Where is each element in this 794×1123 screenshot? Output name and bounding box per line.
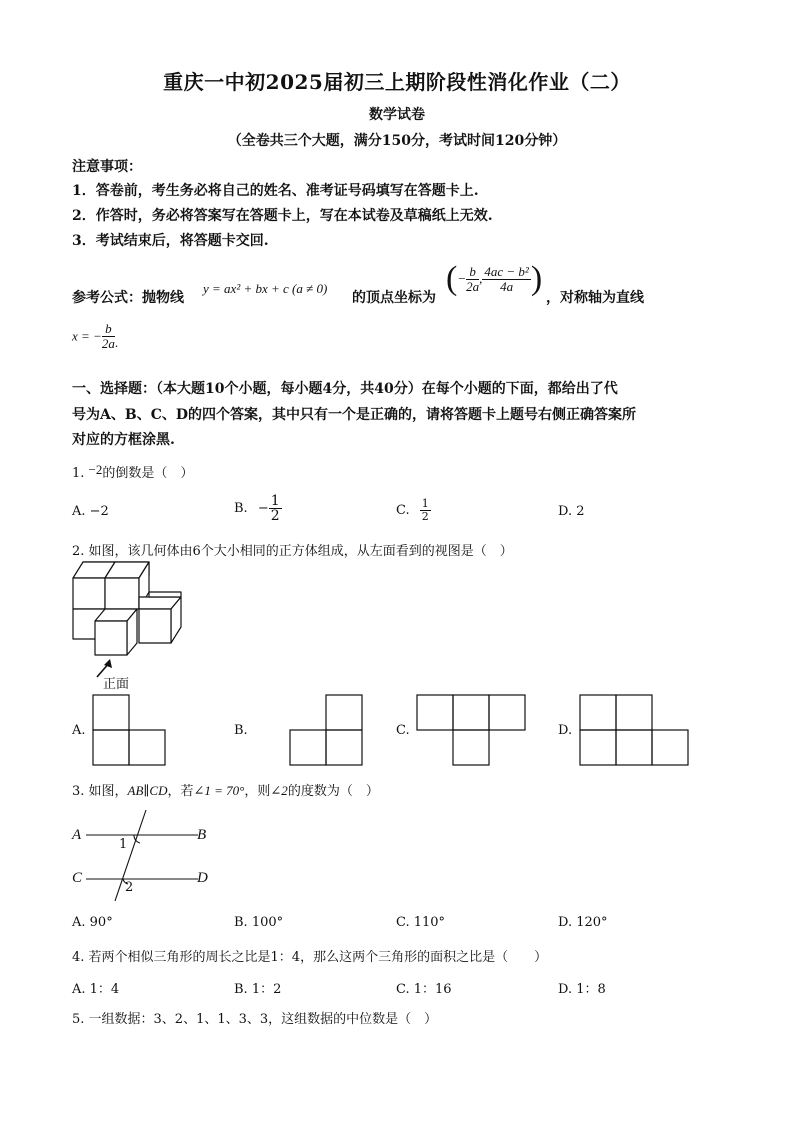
question-1: [72, 462, 193, 481]
q3-label-A: A: [72, 827, 82, 843]
q3-mid2: ，则: [244, 784, 271, 799]
q1-b-den: 2: [270, 508, 280, 524]
q2-front-label: 正面: [103, 677, 130, 692]
q2-option-c-label: C.: [396, 723, 410, 738]
formula-tail: ，对称轴为直线: [546, 290, 644, 306]
q3-angle-2-label: 2: [125, 880, 134, 895]
q2-option-b-label: B.: [234, 723, 248, 738]
q1-option-b: [234, 494, 282, 523]
q3-mid: ，若: [167, 784, 194, 799]
q1-option-d: D. 2: [558, 504, 585, 519]
axis-lhs: x = −: [72, 328, 102, 344]
vertex-coordinates: (− $\frac{b}{2a}$ , $\frac{\text{4ac − b²}}{4a}$ ): [446, 260, 543, 297]
q2-option-d-view: [579, 694, 689, 766]
q2-option-c-view: [416, 694, 526, 766]
q3-option-b: B. 100°: [234, 915, 284, 930]
q4-option-a: A. 1：4: [72, 982, 120, 997]
section1-line3: 对应的方框涂黑.: [72, 432, 175, 448]
q3-angle-1-label: 1: [119, 837, 128, 852]
q2-option-a-grid: [92, 694, 166, 766]
section1-line2: 号为A、B、C、D的四个答案，其中只有一个是正确的，请将答题卡上题号右侧正确答案所: [72, 407, 636, 423]
vertex-x-num: b: [466, 265, 479, 280]
vertex-x-den: 2a: [466, 278, 480, 294]
axis-formula: [72, 322, 118, 351]
question-5: 5. 一组数据：3、2、1、1、3、3，这组数据的中位数是（ ）: [72, 1012, 438, 1027]
question-4: 4. 若两个相似三角形的周长之比是1：4，那么这两个三角形的面积之比是（ ）: [72, 950, 548, 965]
q3-pre: 3. 如图，: [72, 784, 128, 799]
q3-label-D: D: [197, 870, 208, 886]
q1-number: 1.: [72, 466, 85, 481]
q1-b-num: 1: [270, 493, 280, 509]
formula-mid: 的顶点坐标为: [352, 290, 436, 306]
q4-option-c: C. 1：16: [396, 982, 452, 997]
notice-item-2: 2．作答时，务必将答案写在答题卡上，写在本试卷及草稿纸上无效.: [72, 208, 493, 224]
q1-b-label: B.: [234, 501, 248, 516]
q1-text: 的倒数是（ ）: [102, 466, 194, 481]
q4-option-b: B. 1：2: [234, 982, 282, 997]
question-2: 2. 如图，该几何体由6个大小相同的正方体组成，从左面看到的视图是（ ）: [72, 544, 513, 559]
axis-num: b: [102, 322, 115, 337]
exam-title: 重庆一中初2025届初三上期阶段性消化作业（二）: [163, 70, 631, 94]
axis-end: .: [114, 335, 119, 350]
notice-heading: 注意事项：: [72, 159, 142, 175]
axis-den: 2a: [101, 336, 115, 351]
q1-c-label: C.: [396, 503, 410, 518]
q1-option-c: [396, 498, 431, 523]
exam-subject: 数学试卷: [369, 107, 425, 123]
q1-c-den: 2: [421, 510, 429, 523]
q2-solid-figure: [70, 562, 190, 692]
section1-line1: 一、选择题：（本大题10个小题，每小题4分，共40分）在每个小题的下面，都给出了代: [72, 381, 618, 397]
q4-option-d: D. 1：8: [558, 982, 606, 997]
q3-label-C: C: [72, 870, 83, 886]
formula-parabola: y = ax² + bx + c (a ≠ 0): [203, 281, 328, 296]
q3-parallel: AB∥CD: [127, 783, 168, 798]
exam-info: （全卷共三个大题，满分150分，考试时间120分钟）: [227, 133, 567, 149]
q3-parallel-lines-figure: [70, 808, 215, 903]
question-3: [72, 780, 379, 799]
q1-c-num: 1: [421, 497, 429, 510]
notice-item-3: 3．考试结束后，将答题卡交回.: [72, 233, 269, 249]
vertex-y-den: 4a: [500, 278, 514, 294]
q1-option-a: A. −2: [72, 504, 109, 519]
q1-b-sign: −: [257, 501, 269, 516]
q2-option-a-label: A.: [72, 723, 86, 738]
notice-item-1: 1．答卷前，考生务必将自己的姓名、准考证号码填写在答题卡上.: [72, 183, 479, 199]
q2-option-d-label: D.: [558, 723, 573, 738]
q3-option-d: D. 120°: [558, 915, 608, 930]
q3-option-c: C. 110°: [396, 915, 446, 930]
vertex-y-num: 4ac − b²: [484, 263, 529, 279]
formula-lead: 参考公式：抛物线: [72, 290, 184, 306]
q3-label-B: B: [197, 827, 207, 843]
q3-angle2: ∠2: [270, 783, 288, 798]
q3-post: 的度数为（ ）: [287, 784, 379, 799]
q3-angle1: ∠1 = 70°: [193, 783, 245, 798]
q3-option-a: A. 90°: [72, 915, 113, 930]
q1-expr: −2: [88, 462, 103, 477]
q2-option-b-view: [289, 694, 364, 766]
